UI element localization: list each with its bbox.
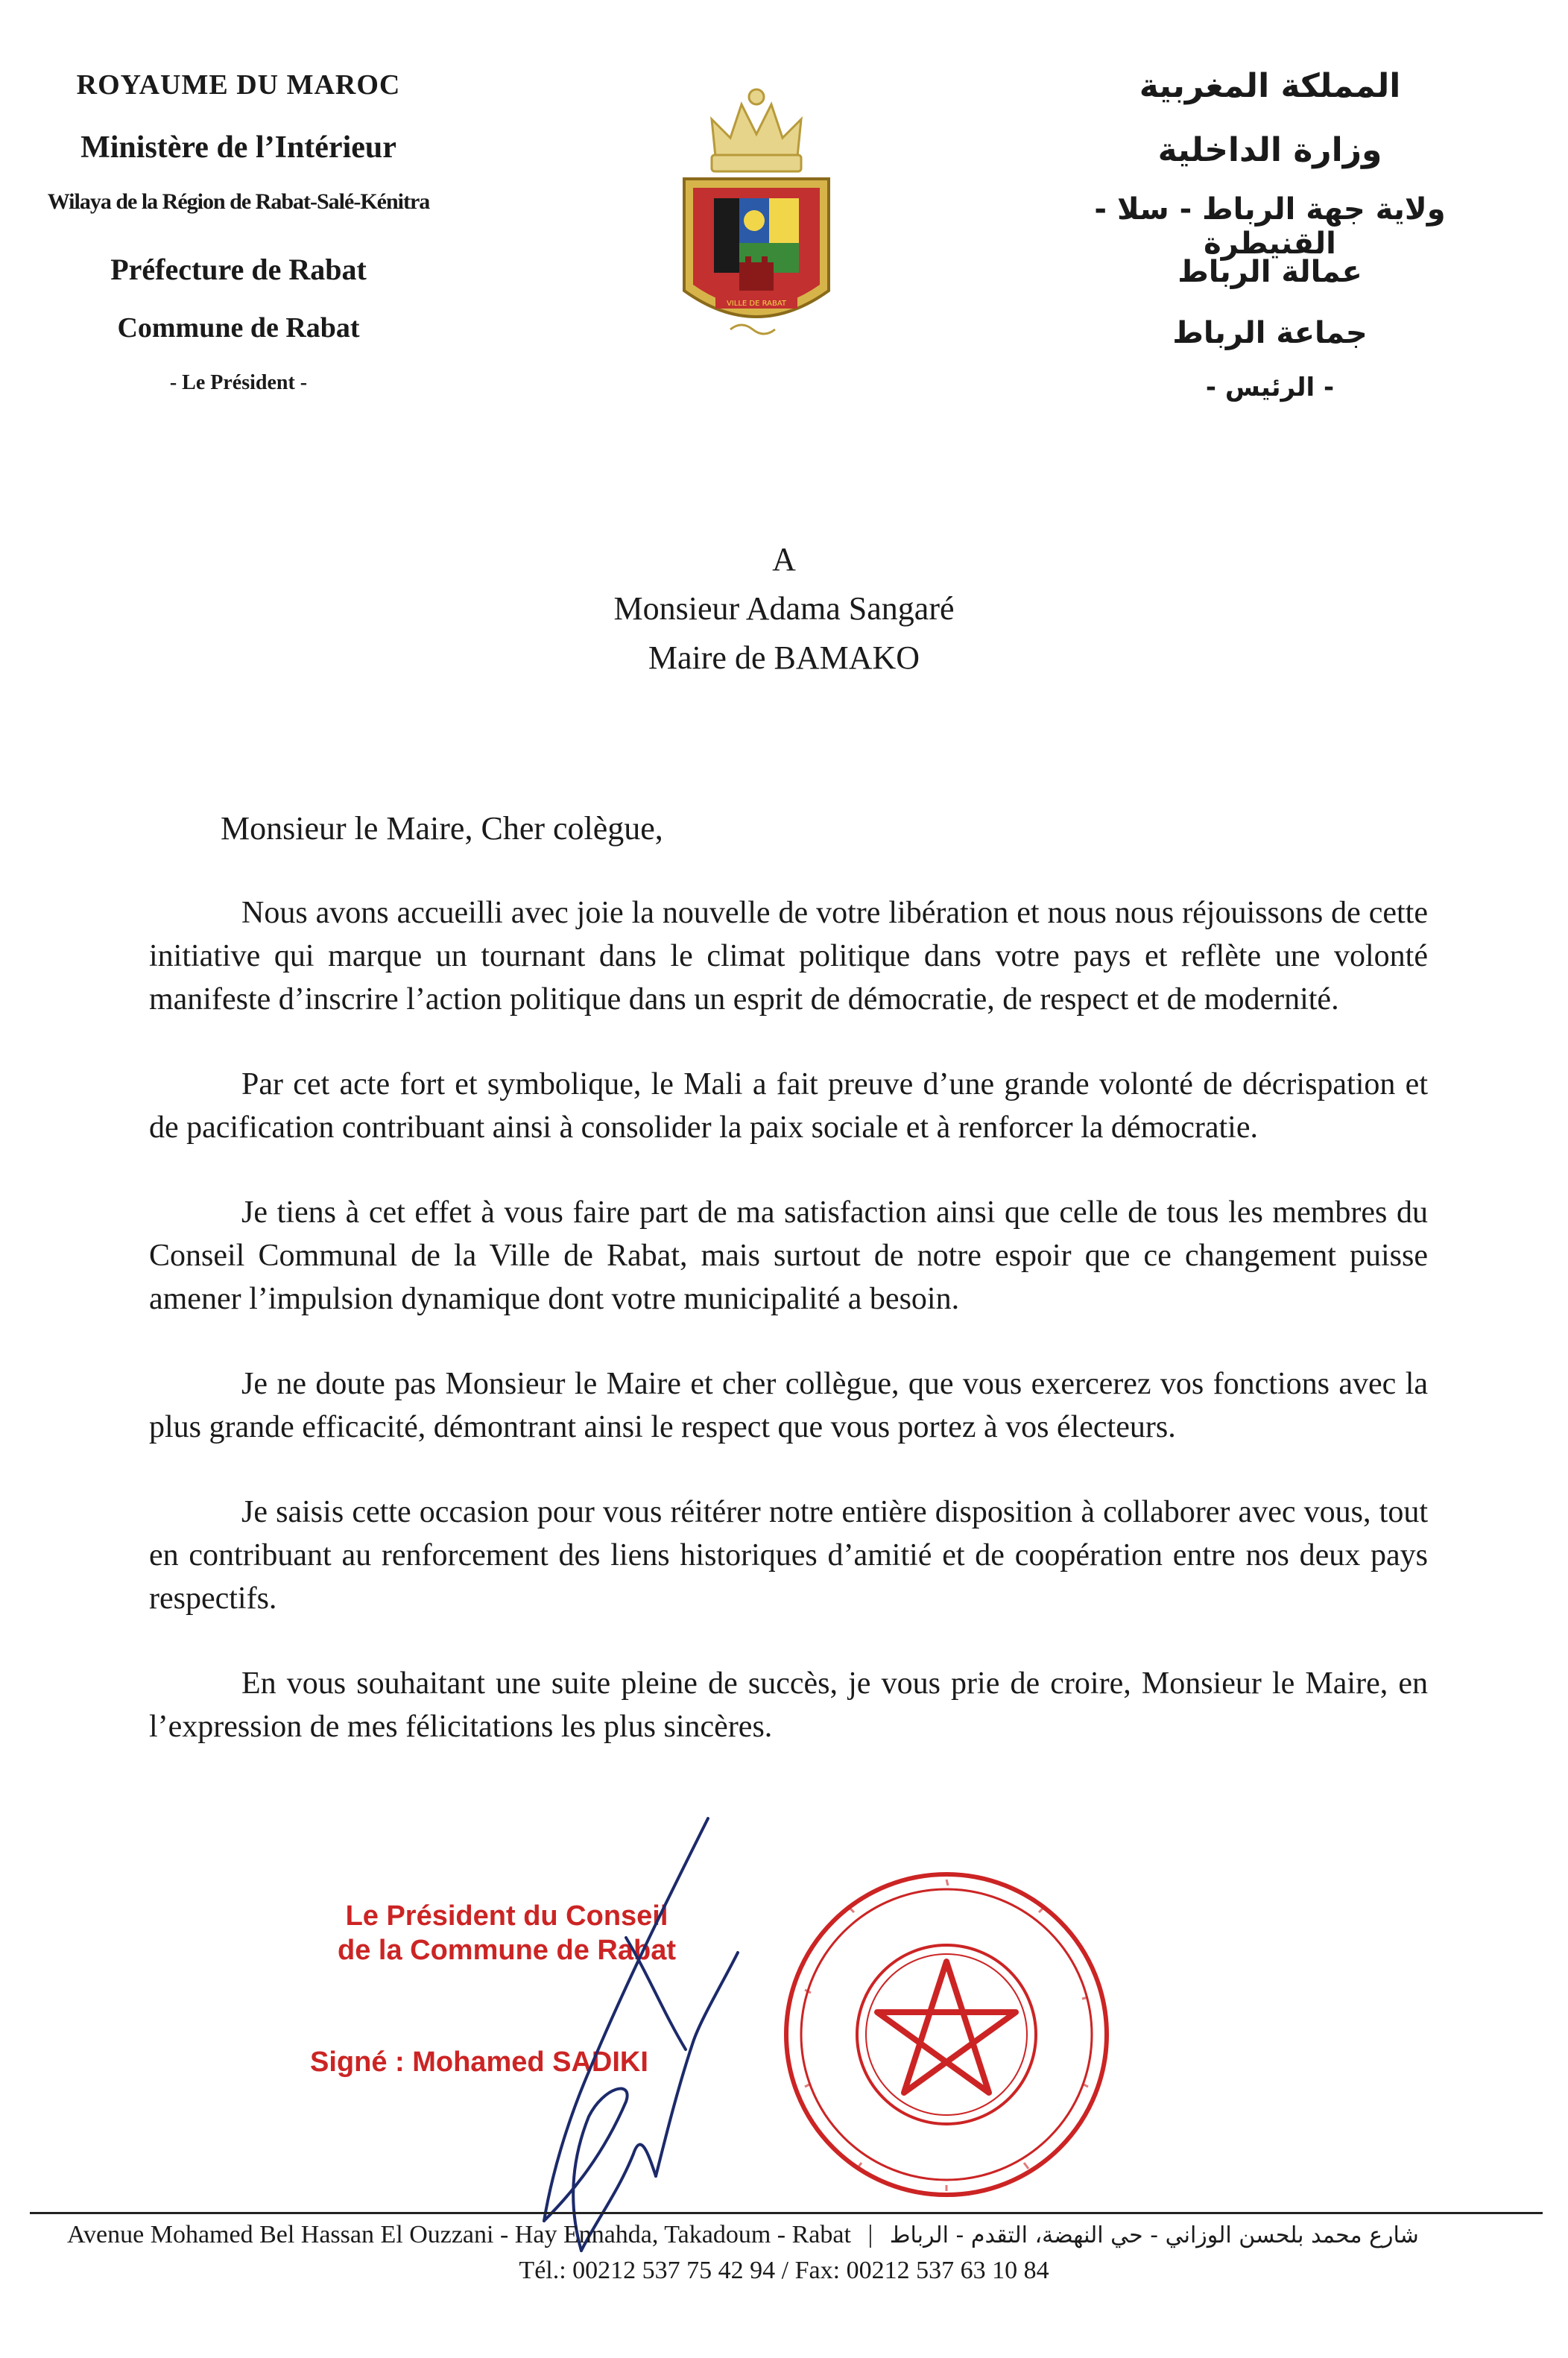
svg-text:VILLE DE RABAT: VILLE DE RABAT: [726, 300, 787, 308]
recipient-name: Monsieur Adama Sangaré: [613, 590, 955, 627]
recipient-block: [0, 535, 1568, 683]
header-kingdom: ROYAUME DU MAROC: [76, 69, 401, 101]
header-prefecture: Préfecture de Rabat: [110, 253, 367, 286]
header-ar-ministry: وزارة الداخلية: [1157, 131, 1382, 169]
header-commune: Commune de Rabat: [117, 312, 360, 344]
header-ar-wilaya: ولاية جهة الرباط - سلا - القنيطرة: [1094, 192, 1446, 261]
header-ar-kingdom: المملكة المغربية: [1139, 67, 1401, 105]
paragraph: Je ne doute pas Monsieur le Maire et cher collègue, que vous exercerez vos fonctions avec la plus grande efficacité, démontrant ainsi le respect que vous portez à vos électeurs.: [149, 1367, 1428, 1444]
footer-address-fr: Avenue Mohamed Bel Hassan El Ouzzani - Hay Ennahda, Takadoum - Rabat: [67, 2221, 851, 2248]
header-french: [15, 69, 462, 395]
header-ministry: Ministère de l’Intérieur: [80, 130, 396, 165]
recipient-prefix: A: [772, 541, 796, 578]
footer-divider: [30, 2212, 1543, 2214]
coat-of-arms-icon: [671, 67, 842, 350]
handwritten-signature: [477, 1804, 760, 2266]
signature-title-line2: de la Commune de Rabat: [338, 1935, 676, 1966]
paragraph: Nous avons accueilli avec joie la nouvelle de votre libération et nous nous réjouissons de cette initiative qui marque un tournant dans le climat politique dans votre pays et reflète une volonté manifeste d’inscrire l’action politique dans un esprit de démocratie, de respect et de modernité.: [149, 896, 1428, 1017]
salutation: Monsieur le Maire, Cher colègue,: [221, 810, 663, 847]
header-ar-president: - الرئيس -: [1205, 373, 1335, 402]
header-president: - Le Président -: [169, 371, 308, 394]
footer-phone: Tél.: 00212 537 75 42 94 / Fax: 00212 537 63 10 84: [519, 2257, 1049, 2284]
recipient-title: Maire de BAMAKO: [648, 639, 920, 676]
header-ar-commune: جماعة الرباط: [1172, 316, 1368, 350]
paragraph: Je saisis cette occasion pour vous réitérer notre entière disposition à collaborer avec vous, tout en contribuant au renforcement des liens historiques d’amitié et de coopération entre nos deux pays respectifs.: [149, 1495, 1428, 1616]
letter-body: [149, 891, 1428, 1790]
pentagram-seal-icon: [775, 1863, 1118, 2206]
header-arabic: [1046, 67, 1493, 402]
header-wilaya: Wilaya de la Région de Rabat-Salé-Kénitra: [47, 189, 430, 214]
footer-address-ar: شارع محمد بلحسن الوزاني - حي النهضة، التقدم - الرباط: [889, 2222, 1419, 2248]
signature-title-line1: Le Président du Conseil: [345, 1900, 668, 1932]
paragraph: Par cet acte fort et symbolique, le Mali a fait preuve d’une grande volonté de décrispation et de pacification contribuant ainsi à consolider la paix sociale et à renforcer la démocratie.: [149, 1067, 1428, 1145]
footer-address: Avenue Mohamed Bel Hassan El Ouzzani - Hay Ennahda, Takadoum - Rabat | شارع محمد بلحسن الوزاني - حي النهضة، التقدم - الرباط: [67, 2221, 1419, 2248]
header-ar-prefecture: عمالة الرباط: [1177, 255, 1362, 289]
paragraph: En vous souhaitant une suite pleine de succès, je vous prie de croire, Monsieur le Maire, en l’expression de mes félicitations les plus sincères.: [149, 1666, 1428, 1744]
signature-signed-name: Signé : Mohamed SADIKI: [310, 2046, 648, 2078]
paragraph: Je tiens à cet effet à vous faire part de ma satisfaction ainsi que celle de tous les membres du Conseil Communal de la Ville de Rabat, mais surtout de notre espoir que ce changement puisse amener l’impulsion dynamique dont votre municipalité a besoin.: [149, 1195, 1428, 1316]
